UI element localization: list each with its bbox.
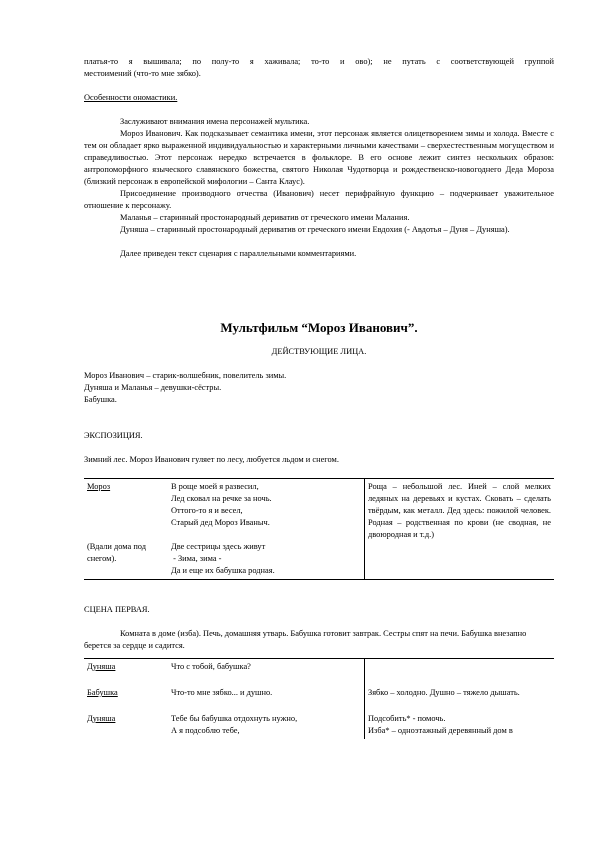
- speaker-name: Бабушка: [87, 688, 118, 697]
- lines-cell: [168, 479, 365, 580]
- scene-table: [84, 658, 554, 739]
- cast-heading: ДЕЙСТВУЮЩИЕ ЛИЦА.: [271, 347, 367, 356]
- cast-item: Дуняша и Маланья – девушки-сёстры.: [84, 383, 222, 392]
- verse-line: Лед сковал на речке за ночь.: [171, 494, 272, 503]
- verse-line: - Зима, зима -: [171, 554, 222, 563]
- table-row: [84, 675, 554, 701]
- continued-paragraph-line: платья-то я вышивала; по полу-то я хаживала; то-то и ово); не путать с соответствующей группой: [84, 57, 554, 66]
- cast-item: Бабушка.: [84, 395, 117, 404]
- verse-line: Две сестрицы здесь живут: [171, 542, 266, 551]
- document-title: Мультфильм “Мороз Иванович”.: [220, 320, 418, 335]
- exposition-heading: ЭКСПОЗИЦИЯ.: [84, 431, 143, 440]
- paragraph: Присоединение производного отчества (Иванович) несет перифрайную функцию – подчеркивает уважительное отношение к персонажу.: [84, 189, 554, 210]
- line-cell: Что с тобой, бабушка?: [168, 659, 365, 676]
- speaker-name: Дуняша: [87, 714, 116, 723]
- speaker-cell: [84, 479, 168, 580]
- comment-cell: Роща – небольшой лес. Иней – слой мелких ледяных на деревьях и кустах. Сковать – сделать твёрдым, как металл. Дед здесь: пожилой человек. Родная – родственная по крови (не сводная, не двоюродная и т.д.): [368, 482, 551, 539]
- verse-line: Да и еще их бабушка родная.: [171, 566, 275, 575]
- verse-line: Старый дед Мороз Иваныч.: [171, 518, 270, 527]
- table-row: [84, 701, 554, 739]
- document-page: [84, 56, 554, 739]
- onomastics-heading: Особенности ономастики.: [84, 93, 178, 102]
- table-row: [84, 659, 554, 676]
- verse-line: Оттого-то я и весел,: [171, 506, 243, 515]
- paragraph: Заслуживают внимания имена персонажей мультика.: [120, 117, 310, 126]
- exposition-table: [84, 478, 554, 580]
- scene-description: Комната в доме (изба). Печь, домашняя утварь. Бабушка готовит завтрак. Сестры спят на печи. Бабушка внезапно берется за сердце и садится.: [84, 629, 527, 650]
- exposition-description: Зимний лес. Мороз Иванович гуляет по лесу, любуется льдом и снегом.: [84, 455, 339, 464]
- stage-direction: (Вдали дома под снегом).: [87, 542, 147, 563]
- paragraph: Мороз Иванович. Как подсказывает семантика имени, этот персонаж является олицетворением зимы и холода. Вместе с тем он обладает ярко выраженной индивидуальностью и характерными личными качествами – сверхестественным могуществом и справедливостью. Этот персонаж нередко встречается в фольклоре. В его основе лежит синтез нескольких образов: антропоморфного языческого славянского божества, святого Николая Чудотворца и рождественско-новогоднего Деда Мороза (близкий персонаж в европейской мифологии – Санта Клаус).: [84, 129, 554, 186]
- cast-item: Мороз Иванович – старик-волшебник, повелитель зимы.: [84, 371, 287, 380]
- paragraph: Маланья – старинный простонародный дериватив от греческого имени Малания.: [120, 213, 410, 222]
- line-cell: Что-то мне зябко... и душно.: [168, 675, 365, 701]
- scene-heading: СЦЕНА ПЕРВАЯ.: [84, 605, 150, 614]
- comment-cell: Зябко – холодно. Душно – тяжело дышать.: [368, 688, 520, 697]
- paragraph: Дуняша – старинный простонародный дериватив от греческого имени Евдохия (- Авдотья – Дуня – Дуняша).: [120, 225, 510, 234]
- comment-cell: [365, 659, 555, 676]
- paragraph: Далее приведен текст сценария с параллельными комментариями.: [120, 249, 357, 258]
- comment-cell: Подсобить* - помочь. Изба* – одноэтажный деревянный дом в: [368, 714, 513, 735]
- continued-paragraph-line: местоимений (что-то мне зябко).: [84, 69, 201, 78]
- speaker-name: Дуняша: [87, 662, 116, 671]
- line-cell: Тебе бы бабушка отдохнуть нужно, А я подсоблю тебе,: [168, 701, 365, 739]
- verse-line: В роще моей я развесил,: [171, 482, 259, 491]
- speaker-name: Мороз: [87, 482, 111, 491]
